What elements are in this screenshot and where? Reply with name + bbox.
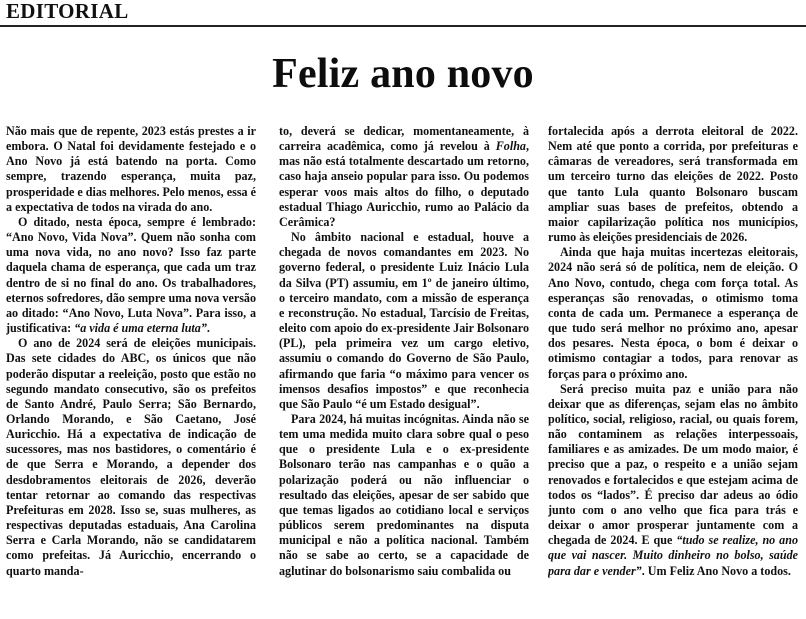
paragraph: No âmbito nacional e estadual, houve a chegada de novos comandantes em 2023. No governo federal, o presidente Luiz Inácio Lula da Silva (PT) assumiu, em 1º de janeiro último, o terceiro mandato, com a missão de esperança e reconstrução. No estadual, Tarcísio de Freitas, eleito com apoio do ex-presidente Jair Bolsonaro (PL), pela primeira vez um cargo eletivo, assumiu o comando do Governo de São Paulo, afirmando que faria “o máximo para vencer os imensos desafios impostos” e que reconhecia que São Paulo “é um Estado desigual”. (279, 230, 529, 411)
paragraph-text: . (206, 321, 210, 336)
newspaper-name: Folha (495, 139, 526, 154)
paragraph: Ainda que haja muitas incertezas eleitorais, 2024 não será só de política, nem de eleição. O Ano Novo, contudo, chega com força total. As esperanças são renovadas, o otimismo toma conta de cada um. Permanece a esperança de que tudo será melhor no próximo ano, apesar dos pesares. Nesta época, o bom é deixar o otimismo contagiar a todos, para renovar as forças para o próximo ano. (548, 245, 798, 381)
paragraph: fortalecida após a derrota eleitoral de 2022. Nem até que ponto a corrida, por prefeituras e câmaras de vereadores, será transformada em um terceiro turno das eleições de 2022. Posto que tanto Lula quanto Bolsonaro buscam ampliar suas bases de prefeitos, obtendo a maior capilarização política nos municípios, rumo às eleições presidenciais de 2026. (548, 124, 798, 245)
paragraph-text: to, deverá se dedicar, momentaneamente, à carreira acadêmica, como já revelou à (279, 124, 529, 154)
paragraph-quote: “a vida é uma eterna luta” (74, 321, 207, 336)
text-column-3 (548, 124, 798, 616)
paragraph-text: Será preciso muita paz e união para não deixar que as diferenças, sejam elas no âmbito político, social, religioso, racial, ou quais forem, não contaminem as relações interpessoais, familiares e as amizades. De um modo maior, é preciso que a paz, o respeito e a união sejam renovados e fortalecidos e que estejam acima de todos os “lados”. É preciso dar adeus ao ódio junto com o ano velho que fica para trás e deixar o amor prosperar juntamente com a chegada de 2024. E que (548, 381, 798, 548)
paragraph-text: , mas não está totalmente descartado um retorno, caso haja anseio popular para isso. Ou podemos esperar voos mais altos do filho, o deputado estadual Thiago Auricchio, rumo ao Palácio da Cerâmica? (279, 139, 529, 229)
section-divider (0, 25, 806, 27)
text-column-1 (6, 124, 256, 616)
paragraph: O ano de 2024 será de eleições municipais. Das sete cidades do ABC, os únicos que não poderão disputar a reeleição, posto que estão no segundo mandato consecutivo, são os prefeitos de Santo André, Paulo Serra; São Bernardo, Orlando Morando, e São Caetano, José Auricchio. Há a expectativa de indicação de sucessores, mas nos bastidores, o comentário é de que Serra e Morando, a depender dos desdobramentos eleitorais de 2026, deverão tentar retornar ao comando das respectivas Prefeituras em 2028. Isso se, suas mulheres, as respectivas deputadas estaduais, Ana Carolina Serra e Carla Morando, não se candidatarem como prefeitas. Já Auricchio, encerrando o quarto manda- (6, 336, 256, 578)
paragraph: Não mais que de repente, 2023 estás prestes a ir embora. O Natal foi devidamente festejado e o Ano Novo já está batendo na porta. Como sempre, trazendo esperança, muita paz, prosperidade e dias melhores. Pelo menos, essa é a expectativa de todos na virada do ano. (6, 124, 256, 214)
paragraph-text: . Um Feliz Ano Novo a todos. (641, 563, 791, 578)
paragraph: Para 2024, há muitas incógnitas. Ainda não se tem uma medida muito clara sobre qual o peso que o presidente Lula e o ex-presidente Bolsonaro terão nas campanhas e o quão a polarização poderá ou não influenciar o resultado das eleições, apesar de ser sabido que que temas ligados ao cotidiano local e serviços públicos serem predominantes na disputa municipal e não a política nacional. Também não se sabe ao certo, se a capacidade de aglutinar do bolsonarismo saiu combalida ou (279, 411, 529, 578)
paragraph-text: O ditado, nesta época, sempre é lembrado: “Ano Novo, Vida Nova”. Quem não sonha com uma nova vida, no ano novo? Isso faz parte daquela chama de esperança, que cada um traz dentro de si no final do ano. Os trabalhadores, eternos sofredores, dão sempre uma nova versão ao ditado: “Ano Novo, Luta Nova”. Para isso, a justificativa: (6, 214, 256, 336)
section-label: EDITORIAL (6, 0, 129, 23)
paragraph-quote: “tudo se realize, no ano que vai nascer. Muito dinheiro no bolso, saúde para dar e vender” (548, 533, 798, 578)
paragraph (279, 124, 529, 230)
paragraph (548, 382, 798, 579)
headline: Feliz ano novo (272, 51, 534, 97)
paragraph (6, 215, 256, 336)
text-column-2 (279, 124, 529, 616)
